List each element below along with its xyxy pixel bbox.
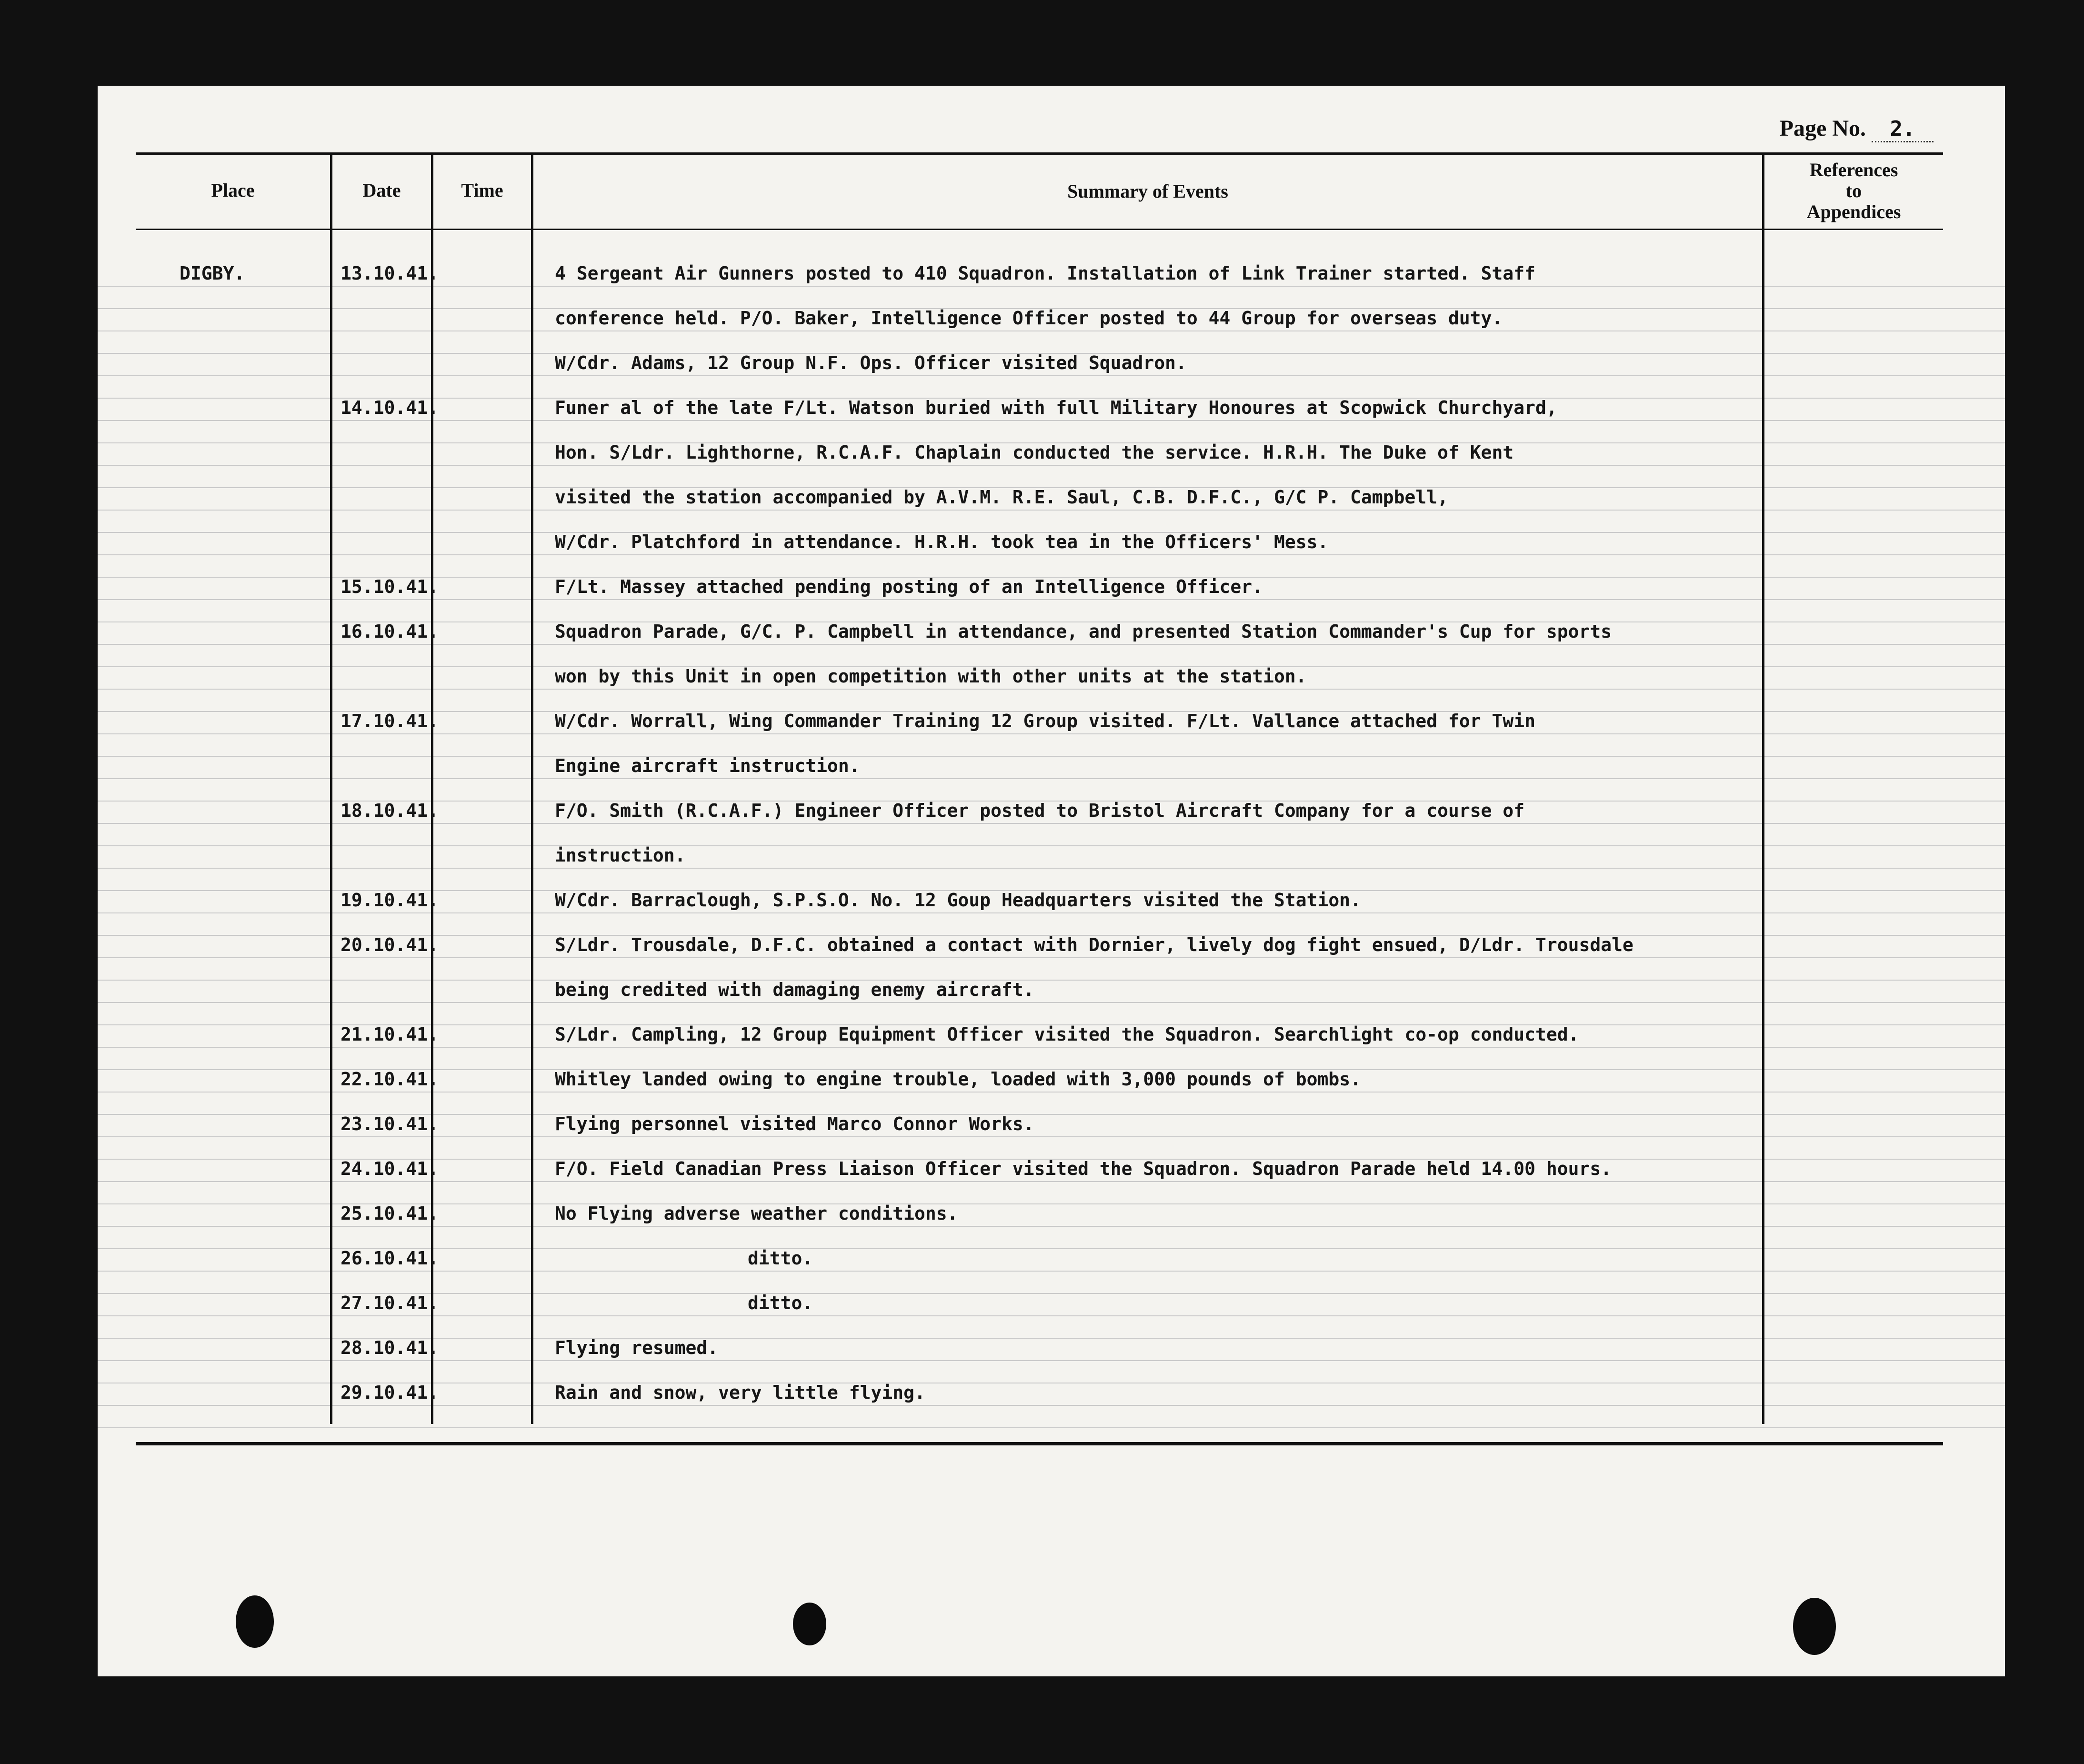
entry-text: S/Ldr. Campling, 12 Group Equipment Officer visited the Squadron. Searchlight co-op conducted. <box>555 1024 1579 1045</box>
ruled-line <box>98 375 2005 376</box>
ruled-line <box>98 1226 2005 1227</box>
entry-date: 15.10.41. <box>341 576 439 597</box>
entry-text: S/Ldr. Trousdale, D.F.C. obtained a contact with Dornier, lively dog fight ensued, D/Ldr. Trousdale <box>555 934 1633 955</box>
entry-text: 4 Sergeant Air Gunners posted to 410 Squadron. Installation of Link Trainer started. Staff <box>555 263 1536 284</box>
header-place: Place <box>211 180 255 201</box>
entry-text: F/O. Smith (R.C.A.F.) Engineer Officer posted to Bristol Aircraft Company for a course of <box>555 800 1525 821</box>
ruled-line <box>98 957 2005 958</box>
entry-text: Flying resumed. <box>555 1337 719 1358</box>
ruled-line <box>98 599 2005 600</box>
entry-date: 24.10.41. <box>341 1158 439 1179</box>
ruled-line <box>98 1181 2005 1182</box>
entry-text: visited the station accompanied by A.V.M. R.E. Saul, C.B. D.F.C., G/C P. Campbell, <box>555 487 1448 508</box>
punch-hole-center <box>793 1603 826 1645</box>
ruled-line <box>98 1002 2005 1003</box>
entry-text: W/Cdr. Adams, 12 Group N.F. Ops. Officer visited Squadron. <box>555 352 1187 373</box>
diary-page <box>98 86 2005 1676</box>
entry-text: No Flying adverse weather conditions. <box>555 1203 958 1224</box>
ruled-line <box>98 823 2005 824</box>
punch-hole-right <box>1793 1598 1836 1655</box>
entry-text: F/Lt. Massey attached pending posting of an Intelligence Officer. <box>555 576 1263 597</box>
header-bottom-border <box>136 229 1943 230</box>
table-top-border <box>136 152 1943 155</box>
entry-text: Whitley landed owing to engine trouble, loaded with 3,000 pounds of bombs. <box>555 1069 1361 1090</box>
ruled-line <box>98 868 2005 869</box>
entry-date: 23.10.41. <box>341 1113 439 1134</box>
entry-date: 28.10.41. <box>341 1337 439 1358</box>
entry-text: instruction. <box>555 845 686 866</box>
column-divider-time <box>531 155 533 1424</box>
entry-text: Squadron Parade, G/C. P. Campbell in attendance, and presented Station Commander's Cup for sports <box>555 621 1612 642</box>
page-number-label: Page No. <box>1779 116 1866 141</box>
column-divider-place <box>330 155 332 1424</box>
page-number-value: 2. <box>1872 117 1934 142</box>
ruled-line <box>98 465 2005 466</box>
ruled-line <box>98 1136 2005 1137</box>
ruled-line <box>98 845 2005 846</box>
entry-date: 16.10.41. <box>341 621 439 642</box>
header-references-line-2: to <box>1845 180 1862 201</box>
ruled-line <box>98 980 2005 981</box>
entry-text: won by this Unit in open competition with other units at the station. <box>555 666 1307 687</box>
header-references <box>1764 160 1943 222</box>
ruled-line <box>98 912 2005 913</box>
entry-text: W/Cdr. Platchford in attendance. H.R.H. took tea in the Officers' Mess. <box>555 531 1329 552</box>
entry-date: 27.10.41. <box>341 1293 439 1313</box>
entry-date: 26.10.41. <box>341 1248 439 1269</box>
header-references-line-1: References <box>1809 159 1898 180</box>
entry-text: Engine aircraft instruction. <box>555 755 860 776</box>
ruled-line <box>98 733 2005 734</box>
entry-text: F/O. Field Canadian Press Liaison Officer visited the Squadron. Squadron Parade held 14.00 hours. <box>555 1158 1612 1179</box>
header-date: Date <box>362 180 401 201</box>
ruled-line <box>98 1427 2005 1428</box>
entry-date: 17.10.41. <box>341 711 439 732</box>
entry-text: Hon. S/Ldr. Lighthorne, R.C.A.F. Chaplain conducted the service. H.R.H. The Duke of Kent <box>555 442 1514 463</box>
ruled-line <box>98 286 2005 287</box>
ruled-line <box>98 644 2005 645</box>
entry-date: 19.10.41. <box>341 890 439 911</box>
entry-date: 25.10.41. <box>341 1203 439 1224</box>
ruled-line <box>98 420 2005 421</box>
ruled-line <box>98 756 2005 757</box>
entry-text: W/Cdr. Worrall, Wing Commander Training 12 Group visited. F/Lt. Vallance attached for Twin <box>555 711 1536 732</box>
entry-text: Funer al of the late F/Lt. Watson buried with full Military Honoures at Scopwick Churchyard, <box>555 397 1557 418</box>
punch-hole-left <box>236 1595 274 1648</box>
ruled-line <box>98 778 2005 779</box>
entry-text: Flying personnel visited Marco Connor Works. <box>555 1113 1034 1134</box>
ruled-line <box>98 1405 2005 1406</box>
entry-text: being credited with damaging enemy aircraft. <box>555 979 1034 1000</box>
ruled-line <box>98 554 2005 555</box>
entry-date: 22.10.41. <box>341 1069 439 1090</box>
column-divider-summary <box>1762 155 1764 1424</box>
page-number <box>1780 115 1934 142</box>
entry-date: 13.10.41. <box>341 263 439 284</box>
entry-date: 18.10.41. <box>341 800 439 821</box>
column-divider-date <box>431 155 433 1424</box>
ruled-line <box>98 1047 2005 1048</box>
entry-text: W/Cdr. Barraclough, S.P.S.O. No. 12 Goup Headquarters visited the Station. <box>555 890 1361 911</box>
entry-text: Rain and snow, very little flying. <box>555 1382 925 1403</box>
ruled-line <box>98 1271 2005 1272</box>
header-summary: Summary of Events <box>1067 180 1228 202</box>
entry-date: 14.10.41. <box>341 397 439 418</box>
header-time: Time <box>461 180 503 201</box>
entry-text: ditto. <box>748 1248 813 1269</box>
entry-date: 20.10.41. <box>341 934 439 955</box>
ruled-line <box>98 1315 2005 1316</box>
ruled-line <box>98 510 2005 511</box>
table-bottom-border <box>136 1442 1943 1445</box>
header-references-line-3: Appendices <box>1806 201 1901 222</box>
entry-date: 29.10.41. <box>341 1382 439 1403</box>
ruled-line <box>98 1360 2005 1361</box>
ruled-line <box>98 689 2005 690</box>
entry-text: ditto. <box>748 1293 813 1313</box>
entry-date: 21.10.41. <box>341 1024 439 1045</box>
entry-text: conference held. P/O. Baker, Intelligence Officer posted to 44 Group for overseas duty. <box>555 308 1503 329</box>
place-value: DIGBY. <box>180 263 245 284</box>
